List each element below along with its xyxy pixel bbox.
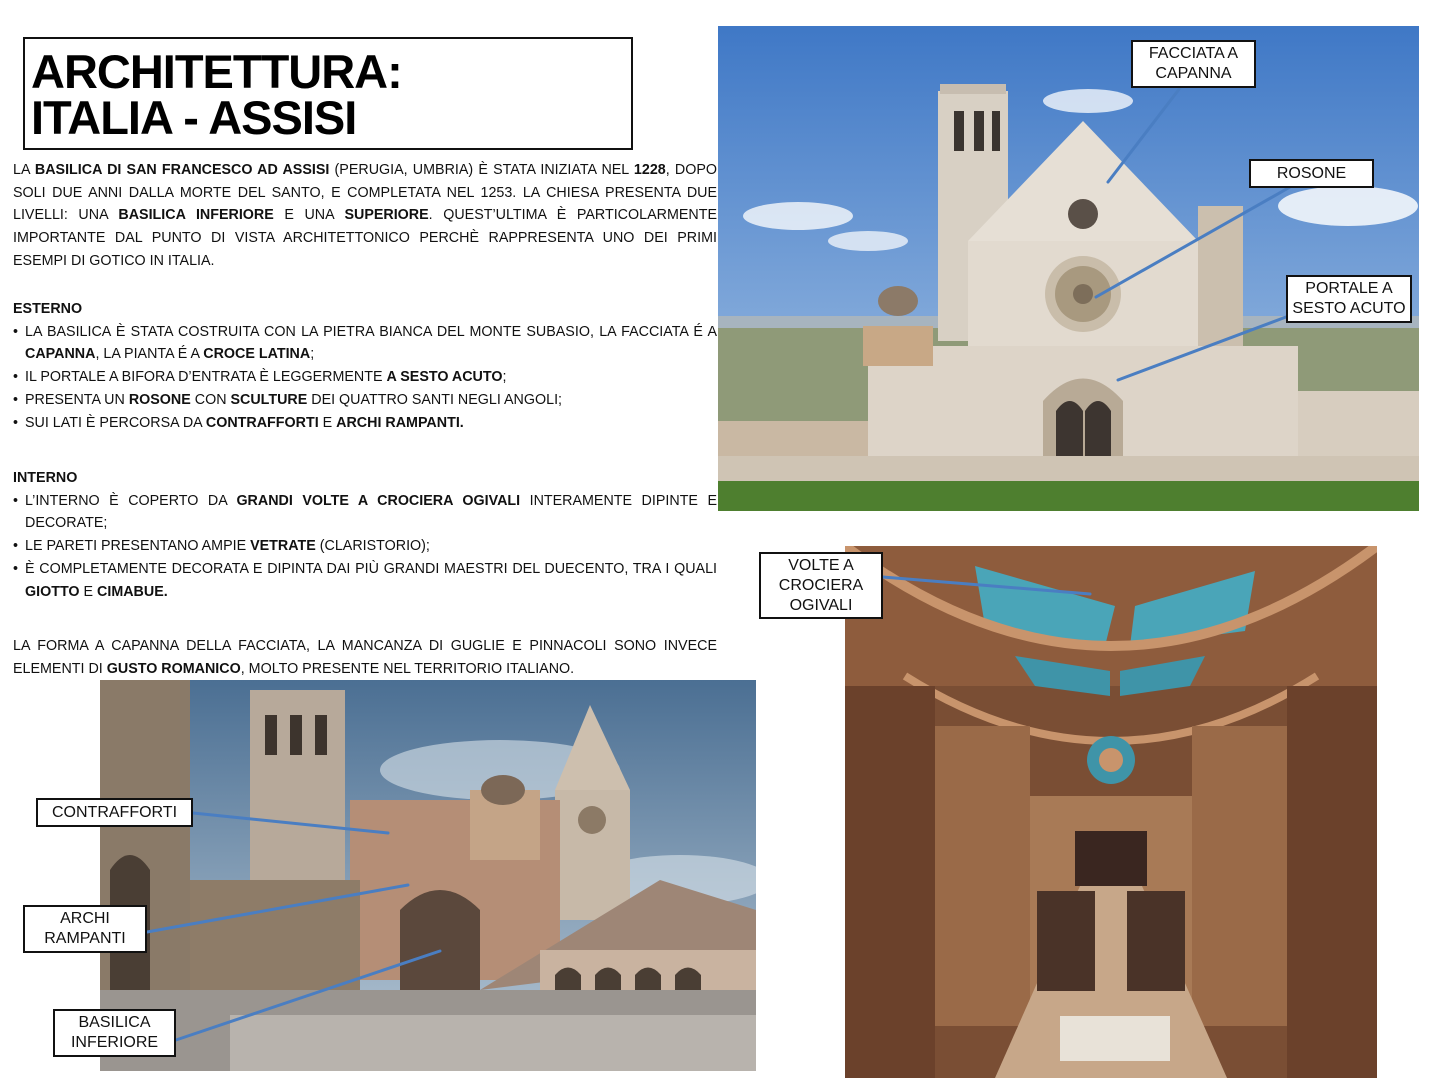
text-run: E UNA bbox=[273, 207, 345, 224]
bullet-item bbox=[13, 412, 717, 435]
bold-text: CIMABUE. bbox=[97, 583, 168, 600]
text-run: È COMPLETAMENTE DECORATA E DIPINTA DAI PIÙ GRANDI MAESTRI DEL DUECENTO, TRA I QUALI bbox=[25, 560, 717, 577]
page-title bbox=[31, 45, 402, 144]
bold-text: GIOTTO bbox=[25, 583, 80, 600]
bold-text: ARCHI RAMPANTI. bbox=[336, 414, 464, 431]
label-contrafforti: CONTRAFFORTI bbox=[36, 798, 193, 827]
text-run: INTERAMENTE DIPINTE E DECORATE; bbox=[25, 492, 717, 532]
bold-text: VETRATE bbox=[250, 538, 316, 555]
bold-text: BASILICA INFERIORE bbox=[118, 207, 274, 224]
bold-text: A SESTO ACUTO bbox=[386, 369, 503, 386]
title-box bbox=[23, 37, 633, 150]
title-line-1: ARCHITETTURA: bbox=[31, 45, 402, 98]
closing-paragraph bbox=[13, 635, 717, 680]
intro-paragraph bbox=[13, 159, 717, 273]
esterno-heading: ESTERNO bbox=[13, 301, 83, 317]
text-run: LA BASILICA È STATA COSTRUITA CON LA PIETRA BIANCA DEL MONTE SUBASIO, LA FACCIATA É A bbox=[25, 323, 717, 340]
title-line-2: ITALIA - ASSISI bbox=[31, 91, 357, 144]
interno-list bbox=[13, 490, 717, 604]
text-run: LA FORMA A CAPANNA DELLA FACCIATA, LA MANCANZA DI GUGLIE E PINNACOLI SONO INVECE ELEMENTI DI bbox=[13, 638, 717, 677]
text-run: IL PORTALE A BIFORA D’ENTRATA È LEGGERMENTE bbox=[25, 369, 387, 386]
text-run: LA bbox=[13, 162, 35, 178]
text-run: (PERUGIA, UMBRIA) È STATA INIZIATA NEL bbox=[329, 162, 634, 178]
text-run: L’INTERNO È COPERTO DA bbox=[25, 492, 237, 509]
esterno-list bbox=[13, 321, 717, 435]
text-run: , DOPO SOLI DUE ANNI DALLA MORTE DEL SANTO, E COMPLETATA NEL 1253. LA CHIESA PRESENTA DUE LIVELLI: UNA bbox=[13, 162, 718, 224]
text-run: (CLARISTORIO); bbox=[315, 538, 430, 555]
text-run: DEI QUATTRO SANTI NEGLI ANGOLI; bbox=[307, 391, 563, 408]
label-portale-a-sesto-acuto: PORTALE A SESTO ACUTO bbox=[1286, 275, 1412, 323]
facade-photo bbox=[718, 26, 1419, 511]
text-run: , MOLTO PRESENTE NEL TERRITORIO ITALIANO. bbox=[240, 660, 575, 677]
text-run: ; bbox=[502, 369, 507, 386]
bullet-item bbox=[13, 389, 717, 412]
bold-text: 1228 bbox=[633, 162, 666, 178]
lower-basilica-photo bbox=[100, 680, 756, 1071]
interno-section bbox=[13, 467, 717, 603]
text-run: , LA PIANTA É A bbox=[95, 346, 204, 363]
bold-text: CONTRAFFORTI bbox=[205, 414, 319, 431]
text-run: E bbox=[318, 414, 337, 431]
bold-text: ROSONE bbox=[128, 391, 191, 408]
bullet-item bbox=[13, 321, 717, 366]
bold-text: CROCE LATINA bbox=[203, 346, 311, 363]
bold-text: SCULTURE bbox=[230, 391, 308, 408]
label-volte-a-crociera-ogivali: VOLTE A CROCIERA OGIVALI bbox=[759, 552, 883, 619]
bullet-item bbox=[13, 366, 717, 389]
interno-heading: INTERNO bbox=[13, 470, 78, 486]
interior-photo bbox=[845, 546, 1377, 1078]
label-archi-rampanti: ARCHI RAMPANTI bbox=[23, 905, 147, 953]
label-rosone: ROSONE bbox=[1249, 159, 1374, 188]
text-run: ; bbox=[310, 346, 315, 363]
bold-text: GRANDI VOLTE A CROCIERA OGIVALI bbox=[236, 492, 521, 509]
bold-text: BASILICA DI SAN FRANCESCO AD ASSISI bbox=[34, 162, 330, 178]
text-run: LE PARETI PRESENTANO AMPIE bbox=[25, 538, 251, 555]
label-basilica-inferiore: BASILICA INFERIORE bbox=[53, 1009, 176, 1057]
label-facciata-a-capanna: FACCIATA A CAPANNA bbox=[1131, 40, 1256, 88]
text-run: E bbox=[79, 583, 98, 600]
text-run: CON bbox=[190, 391, 231, 408]
text-run: SUI LATI È PERCORSA DA bbox=[25, 414, 206, 431]
bold-text: GUSTO ROMANICO bbox=[106, 660, 241, 677]
esterno-section bbox=[13, 298, 717, 434]
bold-text: SUPERIORE bbox=[344, 207, 429, 224]
bullet-item bbox=[13, 558, 717, 603]
text-run: PRESENTA UN bbox=[25, 391, 129, 408]
text-run: . QUEST’ULTIMA È PARTICOLARMENTE IMPORTANTE DAL PUNTO DI VISTA ARCHITETTONICO PERCHÈ RAPPRESENTA UNO DEI PRIMI ESEMPI DI GOTICO IN ITALIA. bbox=[13, 207, 717, 269]
bullet-item bbox=[13, 490, 717, 535]
bullet-item bbox=[13, 535, 717, 558]
bold-text: CAPANNA bbox=[25, 346, 96, 363]
